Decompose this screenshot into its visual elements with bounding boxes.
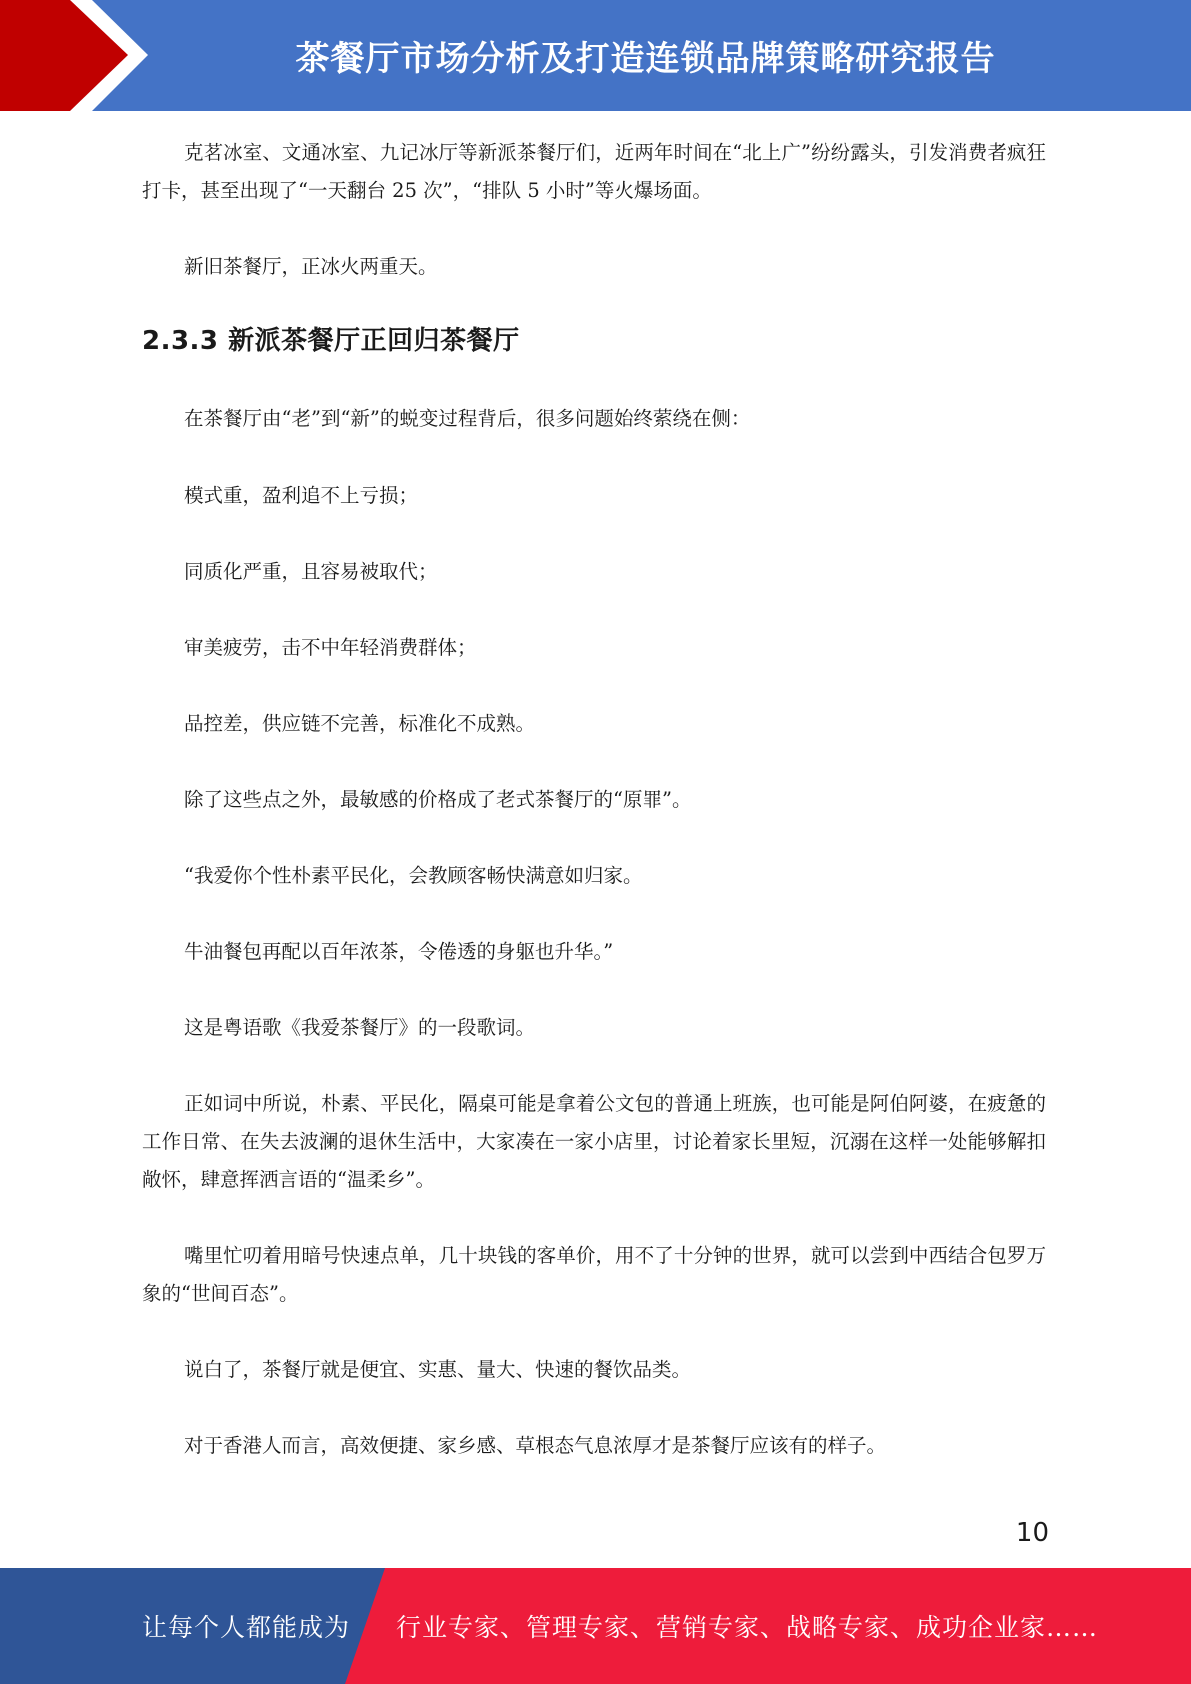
paragraph-intro: 克茗冰室、文通冰室、九记冰厅等新派茶餐厅们，近两年时间在“北上广”纷纷露头，引发消费者疯狂打卡，甚至出现了“一天翻台 25 次”，“排队 5 小时”等火爆场面。 [142,141,1046,202]
paragraph: 除了这些点之外，最敏感的价格成了老式茶餐厅的“原罪”。 [184,788,692,811]
header-chevron-decoration [0,0,150,111]
header-bar [0,0,1191,111]
footer-slogan-left: 让每个人都能成为 [142,1613,351,1642]
footer-slogan-right: 行业专家、管理专家、营销专家、战略专家、成功企业家…… [396,1613,1099,1642]
paragraph: 嘴里忙叨着用暗号快速点单，几十块钱的客单价，用不了十分钟的世界，就可以尝到中西结合包罗万象的“世间百态”。 [142,1244,1046,1305]
section-heading: 2.3.3 新派茶餐厅正回归茶餐厅 [142,326,520,356]
paragraph: 同质化严重，且容易被取代； [184,560,438,583]
paragraph: 模式重，盈利追不上亏损； [184,484,419,507]
paragraph: 对于香港人而言，高效便捷、家乡感、草根态气息浓厚才是茶餐厅应该有的样子。 [184,1434,887,1457]
paragraph: 说白了，茶餐厅就是便宜、实惠、量大、快速的餐饮品类。 [184,1358,692,1381]
paragraph: 品控差，供应链不完善，标准化不成熟。 [184,712,536,735]
page-number: 10 [1015,1518,1049,1548]
paragraph: 审美疲劳，击不中年轻消费群体； [184,636,477,659]
lyric-line: 牛油餐包再配以百年浓茶，令倦透的身躯也升华。” [184,940,614,963]
document-title: 茶餐厅市场分析及打造连锁品牌策略研究报告 [295,39,996,79]
paragraph: 在茶餐厅由“老”到“新”的蜕变过程背后，很多问题始终萦绕在侧： [184,407,751,430]
paragraph-summary: 新旧茶餐厅，正冰火两重天。 [184,255,438,278]
paragraph: 这是粤语歌《我爱茶餐厅》的一段歌词。 [184,1016,536,1039]
lyric-line: “我爱你个性朴素平民化，会教顾客畅快满意如归家。 [184,864,643,887]
footer-bar [0,1568,1191,1684]
paragraph: 正如词中所说，朴素、平民化，隔桌可能是拿着公文包的普通上班族，也可能是阿伯阿婆，在疲惫的工作日常、在失去波澜的退休生活中，大家凑在一家小店里，讨论着家长里短，沉溺在这样一处能够解扣敞怀，肆意挥洒言语的“温柔乡”。 [142,1092,1046,1191]
